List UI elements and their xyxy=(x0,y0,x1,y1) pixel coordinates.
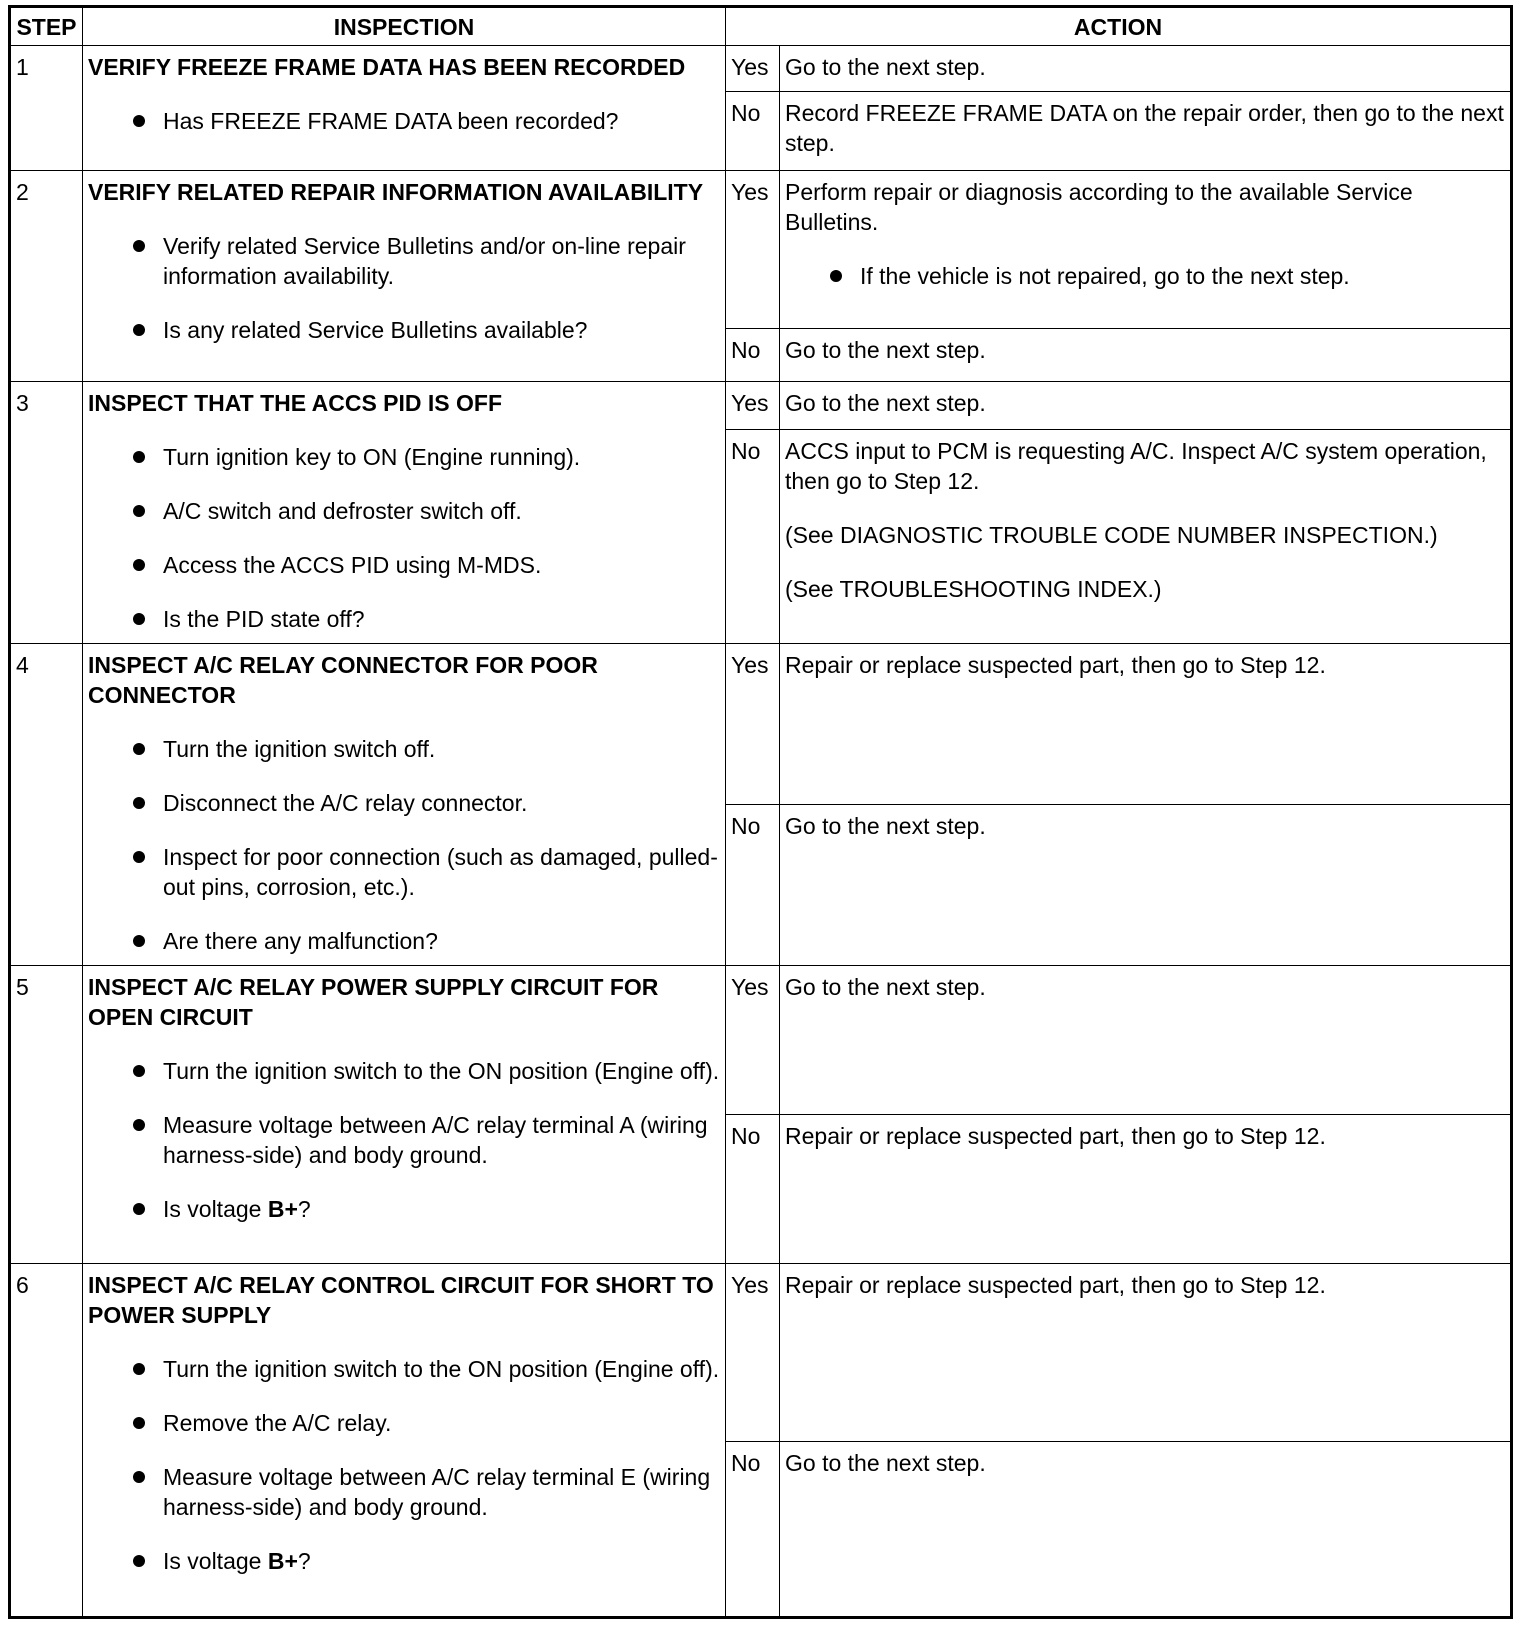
inspection-cell xyxy=(83,644,726,966)
no-action-cell xyxy=(780,92,1512,171)
inspection-bullet: Are there any malfunction? xyxy=(88,926,720,956)
action-text: Repair or replace suspected part, then go to Step 12. xyxy=(785,1272,1326,1298)
inspection-column-header: INSPECTION xyxy=(83,7,726,46)
no-action-cell xyxy=(780,805,1512,966)
voltage-question-suffix: ? xyxy=(297,1548,311,1574)
inspection-bullet: Turn the ignition switch to the ON position (Engine off). xyxy=(88,1056,720,1086)
step-1-yes-row xyxy=(10,46,1512,92)
diagnostic-table xyxy=(8,5,1513,1619)
voltage-question-prefix: Is voltage xyxy=(163,1196,268,1222)
yes-action-cell xyxy=(780,1264,1512,1442)
inspection-cell xyxy=(83,966,726,1264)
action-text: (See DIAGNOSTIC TROUBLE CODE NUMBER INSPECTION.) xyxy=(785,522,1438,548)
action-bullets xyxy=(785,261,1505,291)
action-text: Go to the next step. xyxy=(785,813,986,839)
inspection-bullet: Measure voltage between A/C relay terminal A (wiring harness-side) and body ground. xyxy=(88,1110,720,1170)
action-text: Go to the next step. xyxy=(785,54,986,80)
step-5-yes-row xyxy=(10,966,1512,1115)
inspection-bullet: Has FREEZE FRAME DATA been recorded? xyxy=(88,106,720,136)
inspection-title: INSPECT A/C RELAY CONNECTOR FOR POOR CONNECTOR xyxy=(88,652,598,708)
action-bullet: If the vehicle is not repaired, go to the next step. xyxy=(785,261,1505,291)
inspection-bullet: Verify related Service Bulletins and/or on-line repair information availability. xyxy=(88,231,720,291)
inspection-bullets xyxy=(88,106,720,136)
inspection-cell xyxy=(83,382,726,644)
inspection-bullet xyxy=(88,1194,720,1224)
no-action-cell xyxy=(780,430,1512,644)
inspection-title: INSPECT THAT THE ACCS PID IS OFF xyxy=(88,390,503,416)
inspection-bullets xyxy=(88,734,720,956)
action-text: Repair or replace suspected part, then go to Step 12. xyxy=(785,652,1326,678)
no-action-cell xyxy=(780,1115,1512,1264)
yes-action-cell xyxy=(780,46,1512,92)
action-text: (See TROUBLESHOOTING INDEX.) xyxy=(785,576,1162,602)
no-action-cell xyxy=(780,1442,1512,1618)
voltage-value: B+ xyxy=(267,1196,298,1222)
inspection-bullet: Turn the ignition switch off. xyxy=(88,734,720,764)
yes-action-cell xyxy=(780,644,1512,805)
inspection-bullets xyxy=(88,231,720,345)
inspection-bullet: Measure voltage between A/C relay terminal E (wiring harness-side) and body ground. xyxy=(88,1462,720,1522)
voltage-question-suffix: ? xyxy=(297,1196,311,1222)
step-3-yes-row xyxy=(10,382,1512,430)
inspection-title: VERIFY RELATED REPAIR INFORMATION AVAILABILITY xyxy=(88,179,704,205)
yes-action-cell xyxy=(780,382,1512,430)
action-column-header: ACTION xyxy=(726,7,1512,46)
action-text: ACCS input to PCM is requesting A/C. Inspect A/C system operation, then go to Step 12. xyxy=(785,438,1487,494)
table-header-row xyxy=(10,7,1512,46)
inspection-bullet: Turn ignition key to ON (Engine running). xyxy=(88,442,720,472)
step-number: 5 xyxy=(10,966,83,1264)
no-label: No xyxy=(726,1115,780,1264)
action-text: Go to the next step. xyxy=(785,974,986,1000)
no-action-cell xyxy=(780,329,1512,382)
inspection-cell xyxy=(83,171,726,382)
no-label: No xyxy=(726,1442,780,1618)
inspection-bullets xyxy=(88,1056,720,1224)
inspection-bullets xyxy=(88,442,720,634)
inspection-bullets xyxy=(88,1354,720,1576)
inspection-cell xyxy=(83,46,726,171)
voltage-question-prefix: Is voltage xyxy=(163,1548,268,1574)
inspection-title: VERIFY FREEZE FRAME DATA HAS BEEN RECORDED xyxy=(88,54,686,80)
yes-action-cell xyxy=(780,171,1512,329)
step-number: 2 xyxy=(10,171,83,382)
action-text: Go to the next step. xyxy=(785,390,986,416)
inspection-bullet: Turn the ignition switch to the ON position (Engine off). xyxy=(88,1354,720,1384)
diagnostic-procedure-document xyxy=(8,5,1510,1619)
yes-label: Yes xyxy=(726,966,780,1115)
inspection-title: INSPECT A/C RELAY POWER SUPPLY CIRCUIT FOR OPEN CIRCUIT xyxy=(88,974,659,1030)
inspection-bullet: Is the PID state off? xyxy=(88,604,720,634)
action-text: Perform repair or diagnosis according to the available Service Bulletins. xyxy=(785,179,1413,235)
no-label: No xyxy=(726,92,780,171)
inspection-bullet: Is any related Service Bulletins available? xyxy=(88,315,720,345)
action-text: Go to the next step. xyxy=(785,1450,986,1476)
inspection-bullet: Access the ACCS PID using M-MDS. xyxy=(88,550,720,580)
yes-action-cell xyxy=(780,966,1512,1115)
inspection-bullet: Inspect for poor connection (such as damaged, pulled-out pins, corrosion, etc.). xyxy=(88,842,720,902)
yes-label: Yes xyxy=(726,382,780,430)
no-label: No xyxy=(726,805,780,966)
yes-label: Yes xyxy=(726,171,780,329)
inspection-bullet xyxy=(88,1546,720,1576)
step-number: 1 xyxy=(10,46,83,171)
step-6-yes-row xyxy=(10,1264,1512,1442)
inspection-bullet: A/C switch and defroster switch off. xyxy=(88,496,720,526)
yes-label: Yes xyxy=(726,46,780,92)
inspection-cell xyxy=(83,1264,726,1618)
step-number: 6 xyxy=(10,1264,83,1618)
step-2-yes-row xyxy=(10,171,1512,329)
action-text: Repair or replace suspected part, then go to Step 12. xyxy=(785,1123,1326,1149)
action-text: Record FREEZE FRAME DATA on the repair order, then go to the next step. xyxy=(785,100,1504,156)
step-4-yes-row xyxy=(10,644,1512,805)
step-number: 3 xyxy=(10,382,83,644)
no-label: No xyxy=(726,329,780,382)
step-number: 4 xyxy=(10,644,83,966)
voltage-value: B+ xyxy=(267,1548,298,1574)
inspection-title: INSPECT A/C RELAY CONTROL CIRCUIT FOR SHORT TO POWER SUPPLY xyxy=(88,1272,714,1328)
yes-label: Yes xyxy=(726,644,780,805)
no-label: No xyxy=(726,430,780,644)
inspection-bullet: Remove the A/C relay. xyxy=(88,1408,720,1438)
action-text: Go to the next step. xyxy=(785,337,986,363)
inspection-bullet: Disconnect the A/C relay connector. xyxy=(88,788,720,818)
step-column-header: STEP xyxy=(10,7,83,46)
yes-label: Yes xyxy=(726,1264,780,1442)
